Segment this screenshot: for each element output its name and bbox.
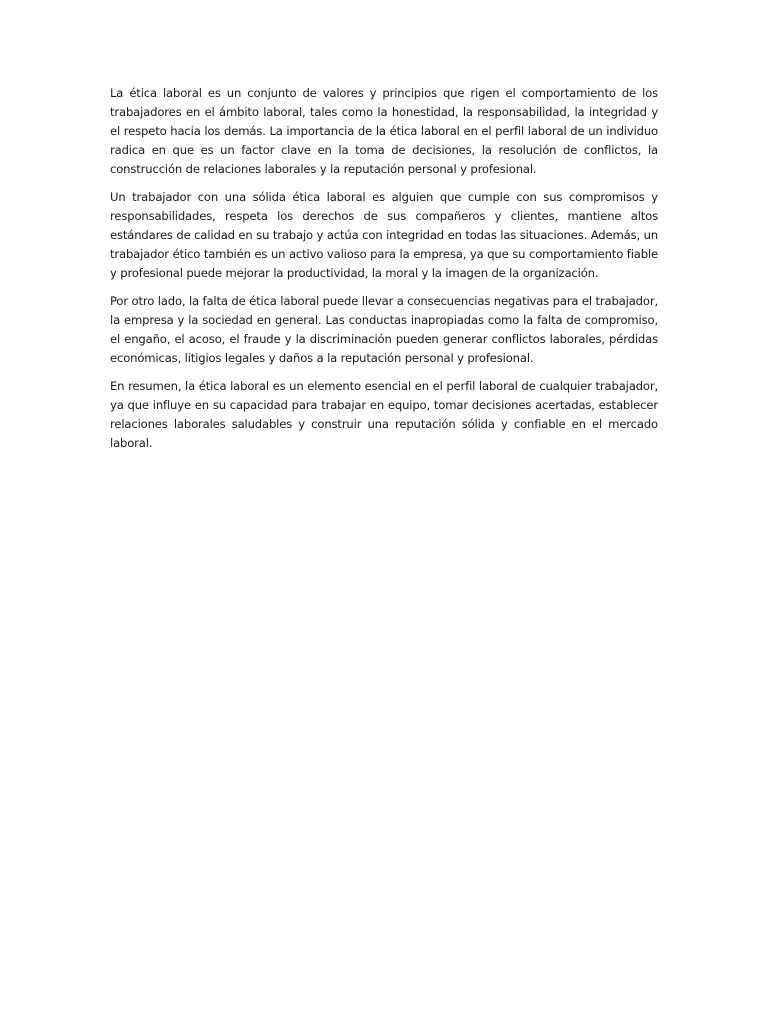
paragraph-4: En resumen, la ética laboral es un elemento esencial en el perfil laboral de cualquier trabajador, ya que influye en su capacidad para trabajar en equipo, tomar decisiones acertadas, establecer relaciones laborales saludables y construir una reputación sólida y confiable en el mercado laboral. [110, 379, 658, 450]
document-body [110, 84, 658, 462]
paragraph-1: La ética laboral es un conjunto de valores y principios que rigen el comportamiento de los trabajadores en el ámbito laboral, tales como la honestidad, la responsabilidad, la integridad y el respeto hacia los demás. La importancia de la ética laboral en el perfil laboral de un individuo radica en que es un factor clave en la toma de decisiones, la resolución de conflictos, la construcción de relaciones laborales y la reputación personal y profesional. [110, 86, 658, 176]
paragraph-3: Por otro lado, la falta de ética laboral puede llevar a consecuencias negativas para el trabajador, la empresa y la sociedad en general. Las conductas inapropiadas como la falta de compromiso, el engaño, el acoso, el fraude y la discriminación pueden generar conflictos laborales, pérdidas económicas, litigios legales y daños a la reputación personal y profesional. [110, 294, 658, 365]
paragraph-2: Un trabajador con una sólida ética laboral es alguien que cumple con sus compromisos y responsabilidades, respeta los derechos de sus compañeros y clientes, mantiene altos estándares de calidad en su trabajo y actúa con integridad en todas las situaciones. Además, un trabajador ético también es un activo valioso para la empresa, ya que su comportamiento fiable y profesional puede mejorar la productividad, la moral y la imagen de la organización. [110, 190, 658, 280]
